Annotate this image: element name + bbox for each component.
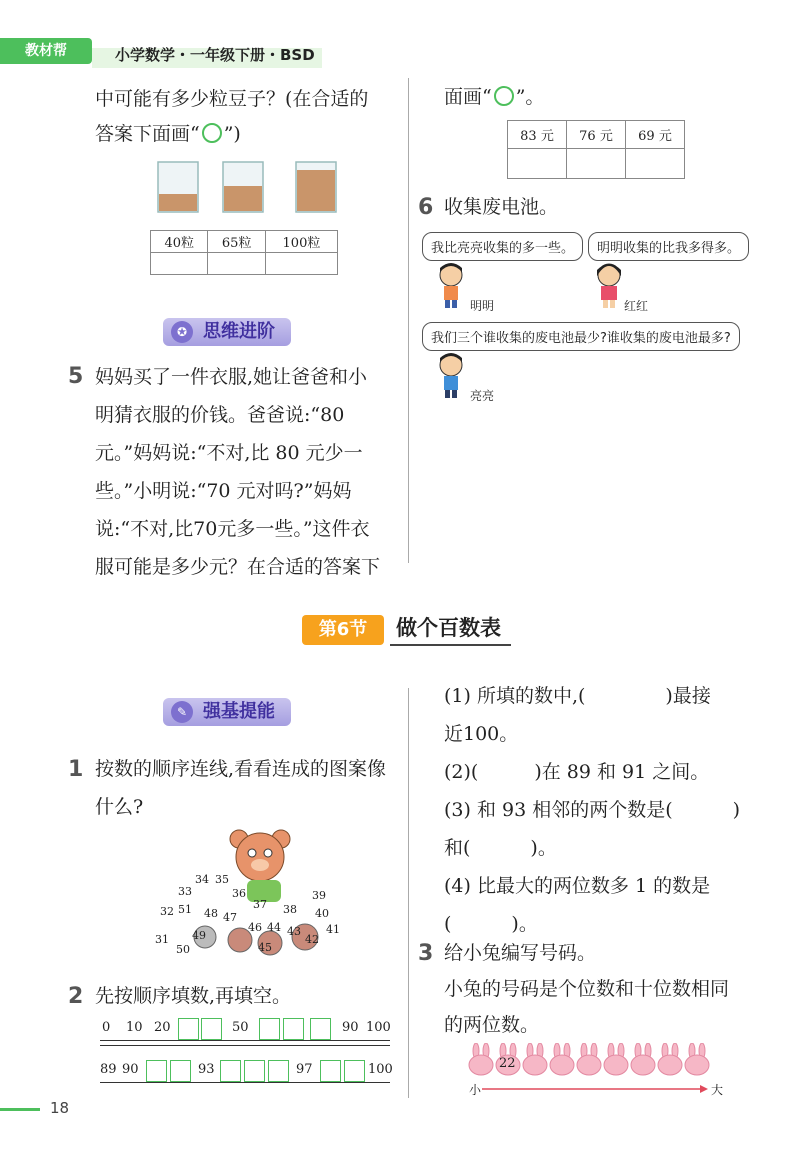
nl1-blank[interactable] xyxy=(201,1018,222,1040)
beaker-icon xyxy=(296,162,336,212)
fill-q1 xyxy=(444,677,754,943)
q5-answer-cell[interactable] xyxy=(626,149,685,179)
fill-q3a: (3) 和 93 相邻的两个数是( xyxy=(444,799,673,821)
nl1-blank[interactable] xyxy=(310,1018,331,1040)
q5-line: 明猜衣服的价钱。爸爸说:“80 xyxy=(95,404,345,426)
fill-q3b: ) xyxy=(732,799,741,821)
fill-q4c: )。 xyxy=(511,913,538,935)
dot-label: 38 xyxy=(283,903,297,916)
header-title: 小学数学・一年级下册・BSD xyxy=(115,46,315,64)
medal-icon: ✪ xyxy=(171,321,193,343)
q5-cont-a: 面画“ xyxy=(444,86,492,108)
q6-title: 收集废电池。 xyxy=(444,196,559,218)
bunny-icon xyxy=(550,1043,574,1075)
dot-label: 34 xyxy=(195,873,209,886)
bunny-icon xyxy=(685,1043,709,1075)
q4-answer-cell[interactable] xyxy=(265,253,337,275)
nl2-blank[interactable] xyxy=(320,1060,341,1082)
bunny-icon xyxy=(577,1043,601,1075)
nl1-value: 50 xyxy=(232,1020,249,1035)
fill-q3d: )。 xyxy=(530,837,557,859)
nl1-blank[interactable] xyxy=(283,1018,304,1040)
speech-bubble-mingming: 我比亮亮收集的多一些。 xyxy=(422,232,583,261)
footer-accent xyxy=(0,1108,40,1111)
dot-label: 48 xyxy=(204,907,218,920)
q5-answer-cell[interactable] xyxy=(567,149,626,179)
nl2-blank[interactable] xyxy=(244,1060,265,1082)
nl2-blank[interactable] xyxy=(146,1060,167,1082)
q4-line2b: ”) xyxy=(223,123,241,145)
fill-q1c: 近100。 xyxy=(444,723,519,745)
bunny-icon xyxy=(469,1043,493,1075)
dot-label: 35 xyxy=(215,873,229,886)
header-tag: 教材帮 xyxy=(0,38,92,64)
bunny-icon xyxy=(523,1043,547,1075)
bunny-icon xyxy=(658,1043,682,1075)
dot-label: 51 xyxy=(178,903,192,916)
bunny-icon xyxy=(631,1043,655,1075)
circle-icon xyxy=(202,123,222,143)
nl2-value: 93 xyxy=(198,1062,215,1077)
nl1-blank[interactable] xyxy=(178,1018,199,1040)
nl1-blank[interactable] xyxy=(259,1018,280,1040)
basic-tag xyxy=(163,698,291,726)
q5-line: 服可能是多少元？在合适的答案下 xyxy=(95,556,381,578)
name-honghong: 红红 xyxy=(624,299,649,313)
fill-q1a: (1) 所填的数中,( xyxy=(444,685,586,707)
section-badge: 第6节 xyxy=(302,615,384,645)
nl1-value: 0 xyxy=(102,1020,111,1035)
dot-label: 37 xyxy=(253,898,267,911)
number-line-2 xyxy=(100,1060,393,1083)
p1-line1: 按数的顺序连线,看看连成的图案像 xyxy=(95,758,387,780)
q5-cont xyxy=(444,78,544,116)
arrow-label-small: 小 xyxy=(469,1083,482,1097)
fill-q1b: )最接 xyxy=(665,685,711,707)
name-mingming: 明明 xyxy=(470,299,495,313)
fill-q3c: 和( xyxy=(444,837,471,859)
p1-number: 1 xyxy=(68,757,84,782)
section-title: 做个百数表 xyxy=(390,612,511,646)
dot-label: 47 xyxy=(223,911,237,924)
think-tag xyxy=(163,318,291,346)
dot-label: 43 xyxy=(287,925,301,938)
q5-cell: 83 元 xyxy=(508,121,567,149)
nl2-blank[interactable] xyxy=(268,1060,289,1082)
pencil-icon: ✎ xyxy=(171,701,193,723)
q5-number: 5 xyxy=(68,364,84,389)
boy-liangliang-icon xyxy=(436,352,466,398)
dot-label: 33 xyxy=(178,885,192,898)
q6-number: 6 xyxy=(418,195,434,220)
q5-line: 元。”妈妈说:“不对,比 80 元少一 xyxy=(95,442,363,464)
q5-line: 些。”小明说:“70 元对吗?”妈妈 xyxy=(95,480,352,502)
nl1-value: 90 xyxy=(342,1020,359,1035)
q4-cell: 65粒 xyxy=(208,231,265,253)
fill-q4b: ( xyxy=(444,913,452,935)
dot-label: 49 xyxy=(192,929,206,942)
q4-line2a: 答案下面画“ xyxy=(95,123,200,145)
dot-label: 36 xyxy=(232,887,246,900)
name-liangliang: 亮亮 xyxy=(470,389,495,403)
p2-number: 2 xyxy=(68,984,84,1009)
p3-title: 给小兔编写号码。 xyxy=(444,942,597,964)
q4-answer-cell[interactable] xyxy=(151,253,208,275)
nl2-blank[interactable] xyxy=(220,1060,241,1082)
speech-bubble-liangliang: 我们三个谁收集的废电池最少?谁收集的废电池最多? xyxy=(422,322,740,351)
think-tag-label: 思维进阶 xyxy=(203,321,275,342)
nl1-value: 10 xyxy=(126,1020,143,1035)
q4-answer-cell[interactable] xyxy=(208,253,265,275)
q5-text xyxy=(95,358,405,586)
fill-q2a: (2)( xyxy=(444,761,479,783)
q5-cell: 69 元 xyxy=(626,121,685,149)
q5-line: 妈妈买了一件衣服,她让爸爸和小 xyxy=(95,366,368,388)
dot-label: 40 xyxy=(315,907,329,920)
column-divider-bottom xyxy=(408,688,409,1098)
fill-q4a: (4) 比最大的两位数多 1 的数是 xyxy=(444,875,711,897)
speech-bubble-honghong: 明明收集的比我多得多。 xyxy=(588,232,749,261)
girl-honghong-icon xyxy=(594,262,624,308)
dot-label: 46 xyxy=(248,921,262,934)
dot-label: 31 xyxy=(155,933,169,946)
q5-line: 说:“不对,比70元多一些。”这件衣 xyxy=(95,518,370,540)
beaker-icon xyxy=(223,162,263,212)
p2-title: 先按顺序填数,再填空。 xyxy=(95,985,292,1007)
q4-table xyxy=(150,230,338,275)
dot-label: 50 xyxy=(176,943,190,956)
p3-number: 3 xyxy=(418,941,434,966)
fill-q2b: )在 89 和 91 之间。 xyxy=(534,761,710,783)
q4-line2 xyxy=(95,115,241,153)
p1-line2: 什么? xyxy=(95,796,144,818)
dot-label: 41 xyxy=(326,923,340,936)
dot-label: 42 xyxy=(305,933,319,946)
dot-label: 39 xyxy=(312,889,326,902)
nl2-blank[interactable] xyxy=(170,1060,191,1082)
bunny-icon xyxy=(604,1043,628,1075)
arrow-label-big: 大 xyxy=(711,1083,724,1097)
nl1-value: 100 xyxy=(366,1020,391,1035)
nl2-blank[interactable] xyxy=(344,1060,365,1082)
dot-label: 44 xyxy=(267,921,281,934)
nl2-value: 97 xyxy=(296,1062,313,1077)
beakers-illustration xyxy=(150,158,340,216)
p3-line1: 小兔的号码是个位数和十位数相同 xyxy=(444,978,730,1000)
number-line-1 xyxy=(100,1018,390,1041)
q5-cell: 76 元 xyxy=(567,121,626,149)
q5-cont-b: ”。 xyxy=(515,86,545,108)
q5-answer-cell[interactable] xyxy=(508,149,567,179)
dot-label: 45 xyxy=(258,941,272,954)
basic-tag-label: 强基提能 xyxy=(203,701,275,722)
circle-icon xyxy=(494,86,514,106)
q4-cell: 40粒 xyxy=(151,231,208,253)
q5-table xyxy=(507,120,685,179)
arrow-icon xyxy=(482,1083,708,1095)
bunny-number-label: 22 xyxy=(499,1056,516,1071)
dot-label: 32 xyxy=(160,905,174,918)
p3-line2: 的两位数。 xyxy=(444,1014,540,1036)
nl2-value: 90 xyxy=(122,1062,139,1077)
q4-line1: 中可能有多少粒豆子？(在合适的 xyxy=(95,88,369,110)
boy-mingming-icon xyxy=(436,262,466,308)
number-line-divider xyxy=(100,1045,390,1046)
column-divider-top xyxy=(408,78,409,563)
dot-to-dot-illustration xyxy=(150,825,350,965)
q4-cell: 100粒 xyxy=(265,231,337,253)
beaker-icon xyxy=(158,162,198,212)
nl1-value: 20 xyxy=(154,1020,171,1035)
nl2-value: 89 xyxy=(100,1062,117,1077)
nl2-value: 100 xyxy=(368,1062,393,1077)
page-number: 18 xyxy=(50,1099,70,1117)
